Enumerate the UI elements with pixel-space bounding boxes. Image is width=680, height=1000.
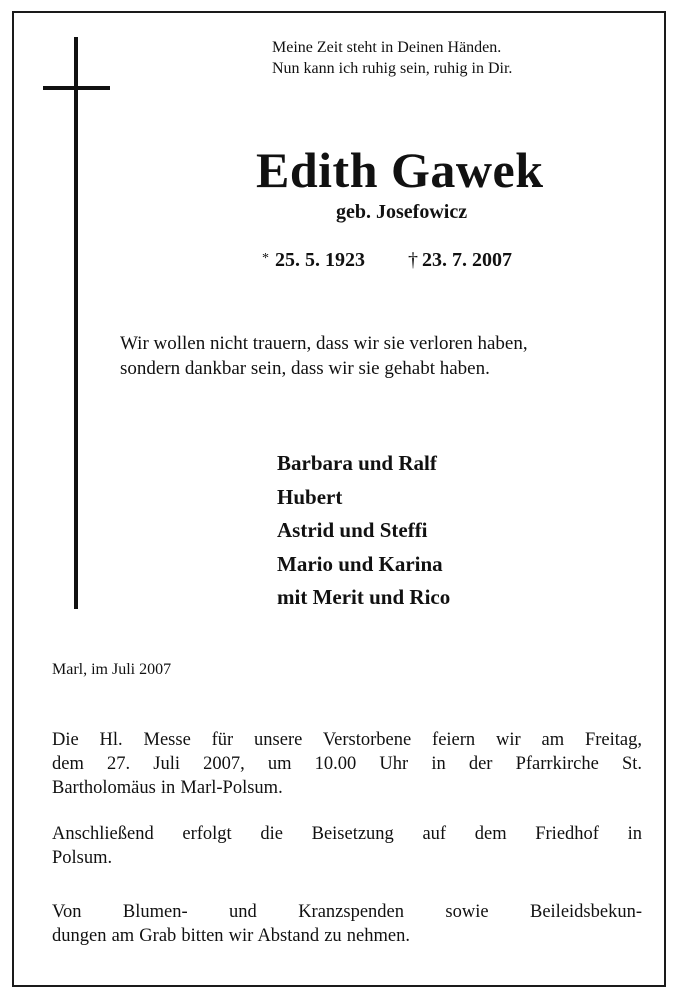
- mass-line: dem 27. Juli 2007, um 10.00 Uhr in der Pfarrkirche St.: [52, 754, 642, 774]
- mourners-list: [277, 447, 450, 615]
- flowers-line: dungen am Grab bitten wir Abstand zu nehmen.: [52, 926, 410, 946]
- verse-line: sondern dankbar sein, dass wir sie gehabt haben.: [120, 358, 490, 379]
- death-symbol: †: [408, 249, 418, 271]
- verse-line: Wir wollen nicht trauern, dass wir sie verloren haben,: [120, 333, 528, 354]
- obituary-notice: [12, 11, 666, 987]
- birth-date: 25. 5. 1923: [275, 249, 365, 271]
- burial-line: Polsum.: [52, 848, 113, 868]
- flowers-line: Von Blumen- und Kranzspenden sowie Beileidsbekun-: [52, 902, 642, 922]
- motto: [272, 37, 512, 79]
- flowers-request: [52, 900, 642, 948]
- mourner-entry: Barbara und Ralf: [277, 451, 437, 475]
- birth-name: geb. Josefowicz: [336, 201, 468, 223]
- mass-announcement: [52, 728, 642, 800]
- death-date: 23. 7. 2007: [422, 249, 512, 271]
- burial-announcement: [52, 822, 642, 870]
- motto-line: Meine Zeit steht in Deinen Händen.: [272, 39, 502, 56]
- cross-icon-vertical-bar: [74, 37, 78, 609]
- life-dates: [262, 249, 512, 272]
- mourner-entry: Astrid und Steffi: [277, 518, 428, 542]
- mourner-entry: Hubert: [277, 484, 343, 509]
- verse: [120, 331, 528, 381]
- cross-icon-horizontal-bar: [43, 86, 110, 90]
- burial-line: Anschließend erfolgt die Beisetzung auf dem Friedhof in: [52, 824, 642, 844]
- birth-symbol: *: [262, 251, 269, 266]
- mourner-entry: mit Merit und Rico: [277, 585, 451, 609]
- mass-line: Die Hl. Messe für unsere Verstorbene feiern wir am Freitag,: [52, 730, 642, 750]
- mass-line: Bartholomäus in Marl-Polsum.: [52, 778, 283, 798]
- mourner-entry: Mario und Karina: [277, 551, 443, 576]
- motto-line: Nun kann ich ruhig sein, ruhig in Dir.: [272, 60, 513, 77]
- deceased-name: Edith Gawek: [256, 142, 544, 198]
- place-and-date: Marl, im Juli 2007: [52, 661, 172, 678]
